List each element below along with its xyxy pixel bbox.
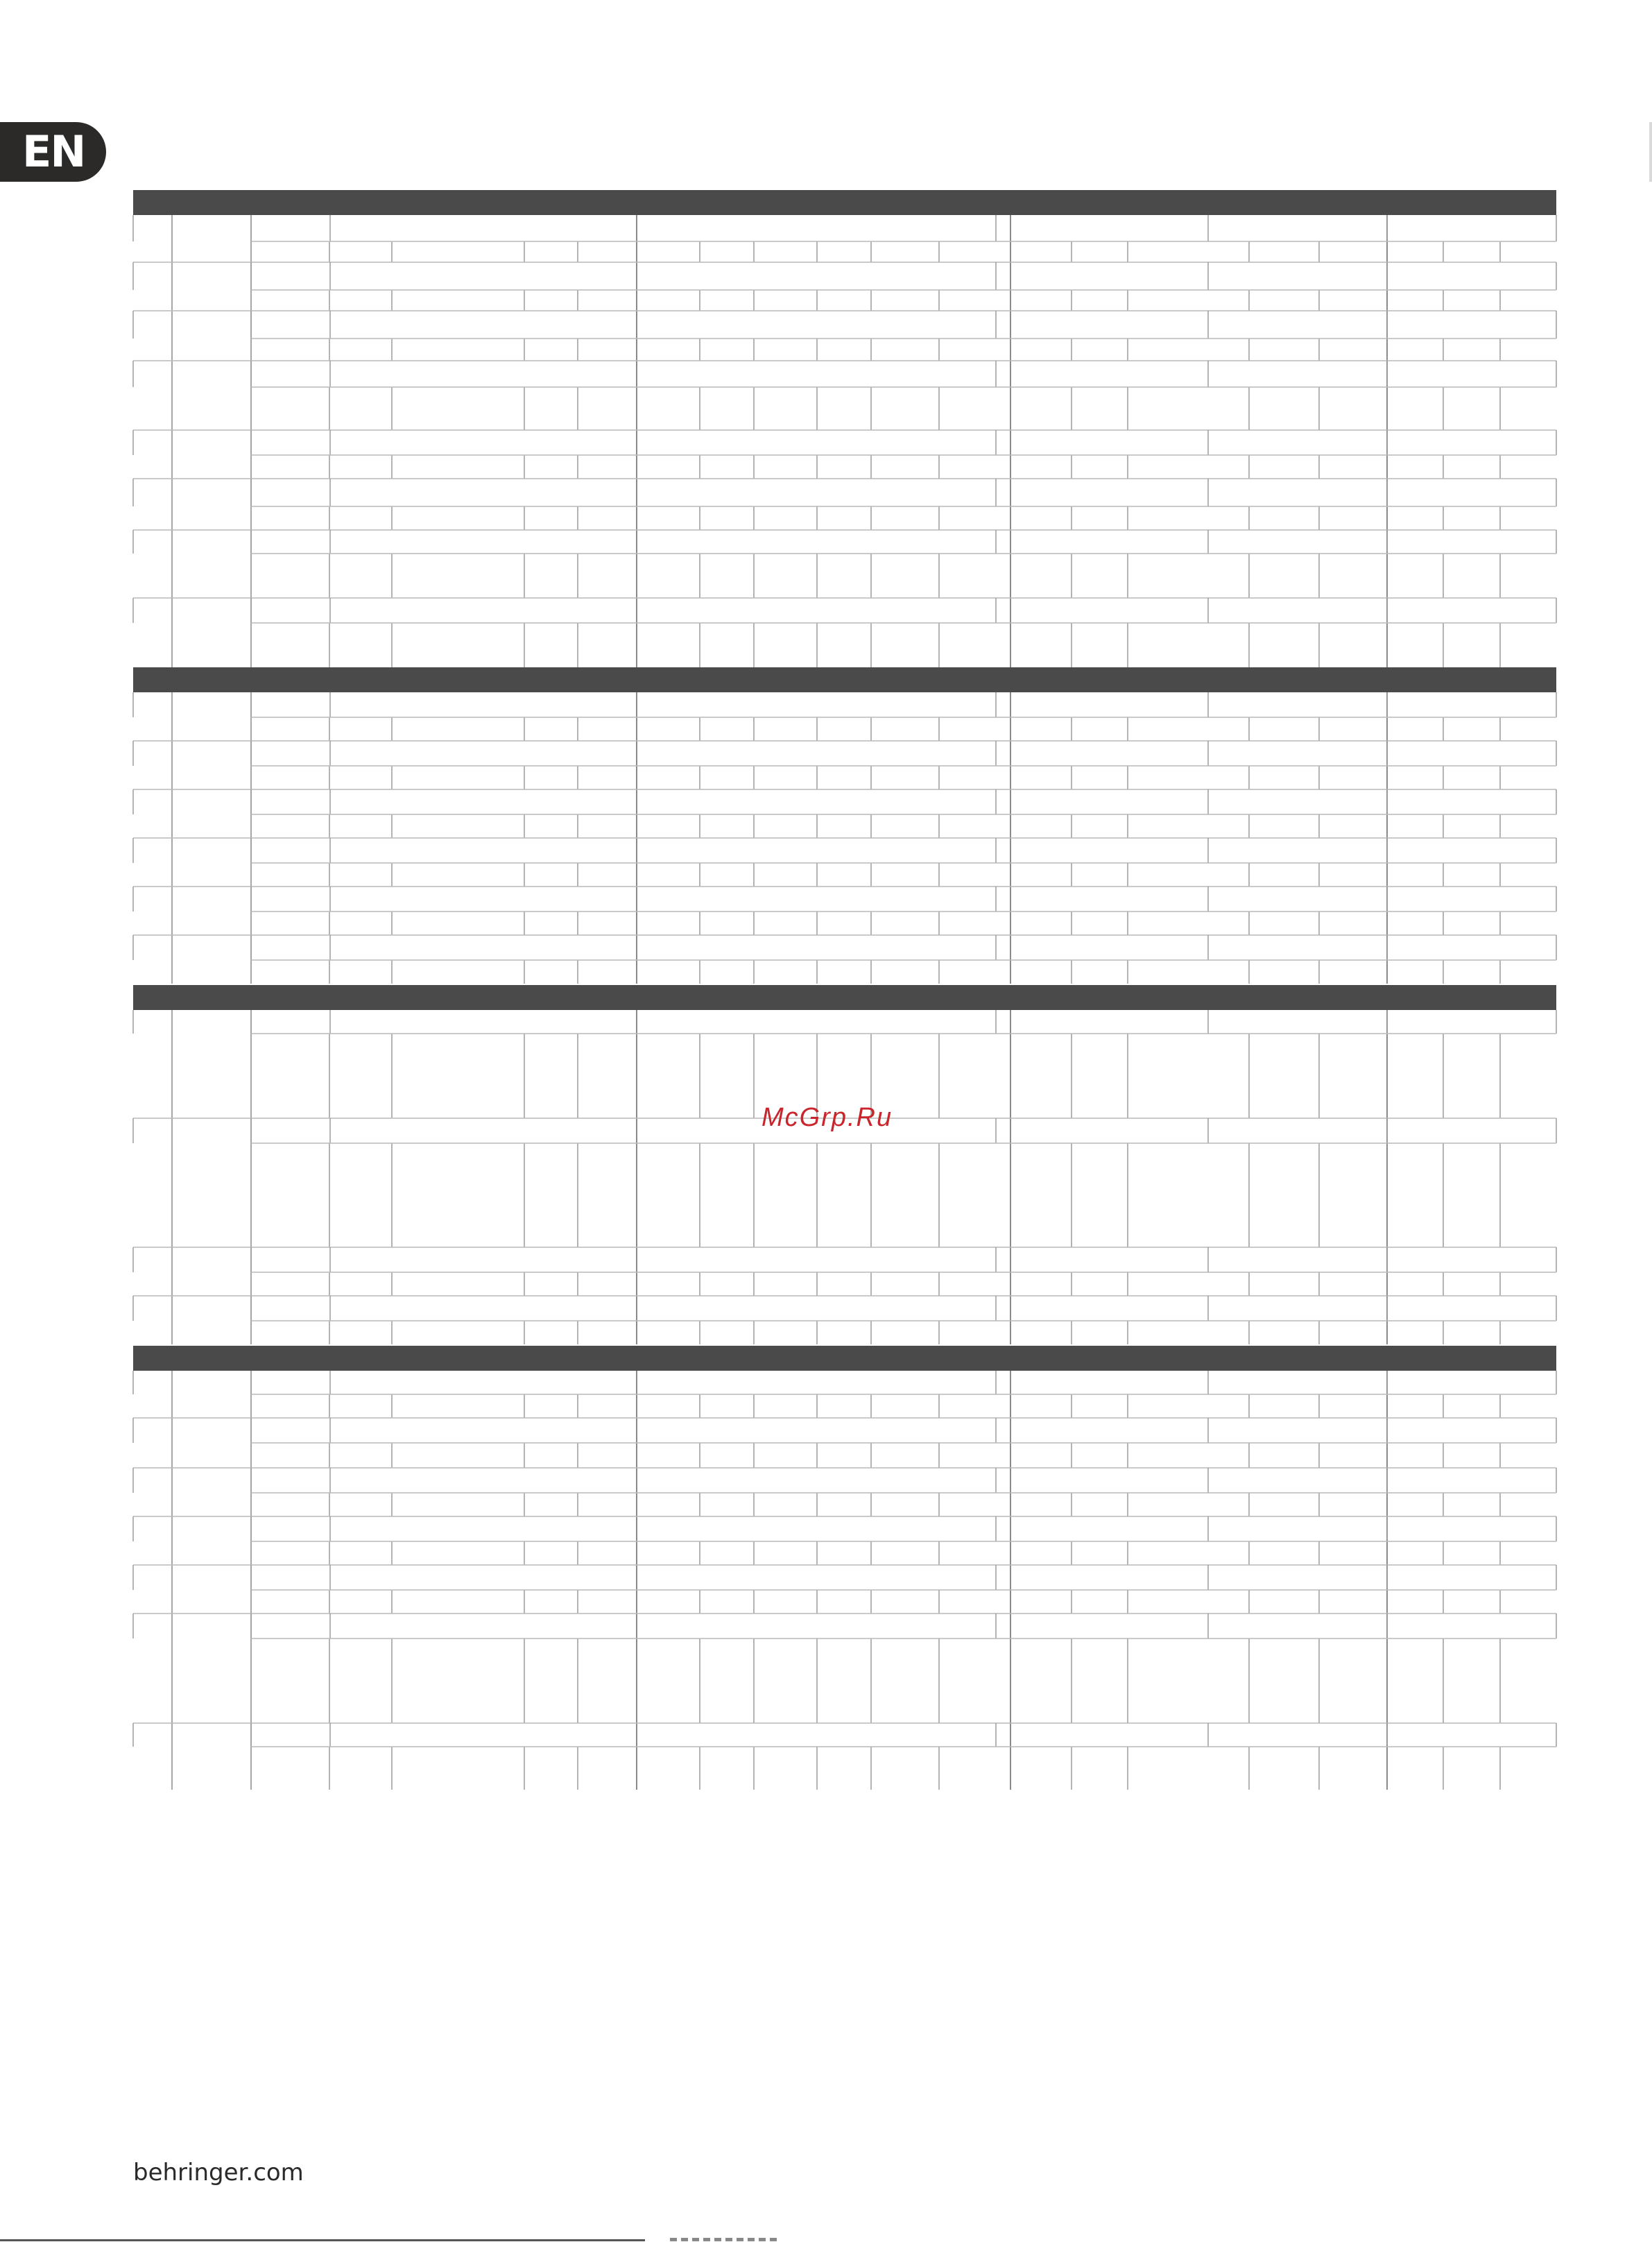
section-header-bar — [133, 985, 1556, 1010]
footer-rule — [0, 2239, 645, 2241]
section-header-bar — [133, 190, 1556, 215]
footer-website: behringer.com — [133, 2159, 304, 2187]
section-header-bar — [133, 667, 1556, 692]
watermark: McGrp.Ru — [762, 1103, 893, 1132]
section-header-bar — [133, 1346, 1556, 1371]
footer-dashes — [670, 2238, 781, 2241]
language-tab: EN — [0, 122, 106, 182]
